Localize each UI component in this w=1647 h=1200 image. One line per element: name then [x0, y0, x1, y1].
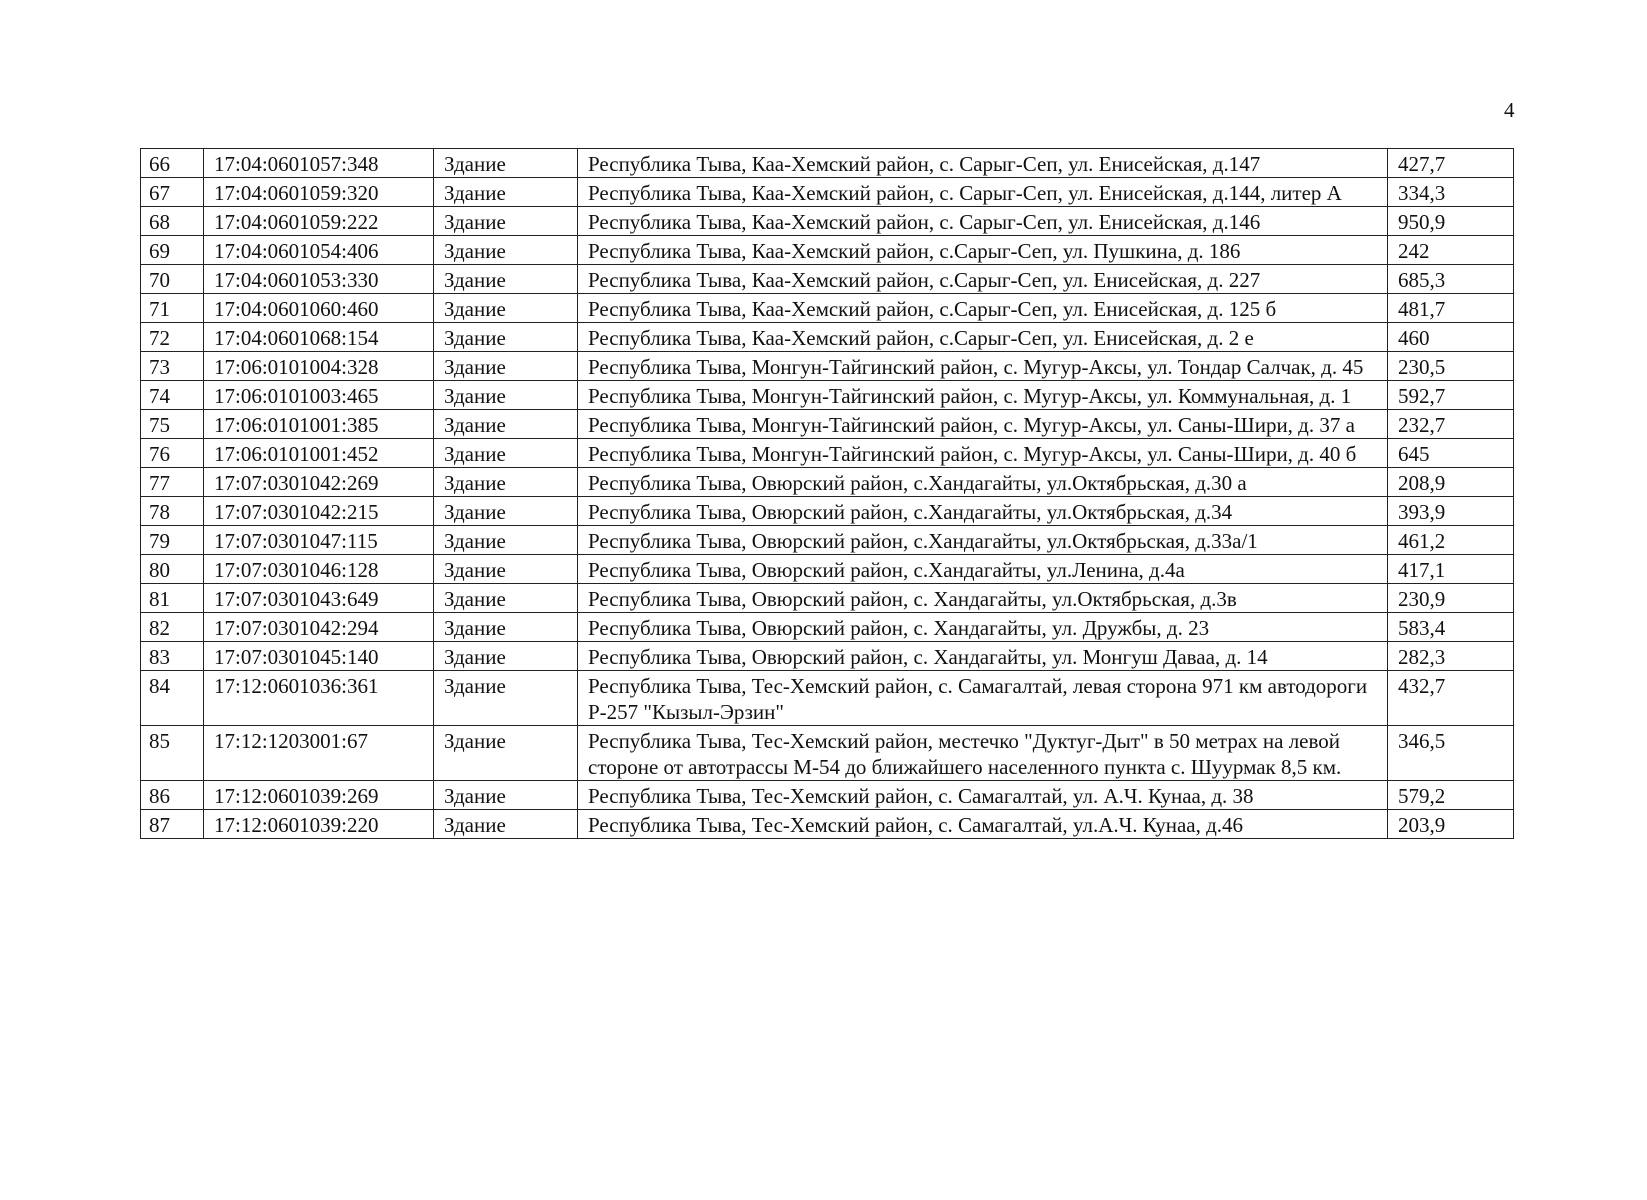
object-type-cell: Здание	[434, 526, 578, 555]
row-number-cell: 66	[141, 149, 204, 178]
cadastral-number-cell: 17:07:0301042:269	[204, 468, 434, 497]
cadastral-number-cell: 17:12:0601039:269	[204, 781, 434, 810]
address-cell: Республика Тыва, Монгун-Тайгинский район, с. Мугур-Аксы, ул. Тондар Салчак, д. 45	[578, 352, 1388, 381]
object-type-cell: Здание	[434, 323, 578, 352]
address-cell: Республика Тыва, Овюрский район, с.Хандагайты, ул.Ленина, д.4а	[578, 555, 1388, 584]
area-cell: 950,9	[1388, 207, 1514, 236]
table-row	[141, 207, 1514, 236]
object-type-cell: Здание	[434, 613, 578, 642]
address-cell: Республика Тыва, Каа-Хемский район, с. Сарыг-Сеп, ул. Енисейская, д.144, литер А	[578, 178, 1388, 207]
object-type-cell: Здание	[434, 726, 578, 781]
table-row	[141, 584, 1514, 613]
object-type-cell: Здание	[434, 381, 578, 410]
area-cell: 427,7	[1388, 149, 1514, 178]
address-cell: Республика Тыва, Монгун-Тайгинский район, с. Мугур-Аксы, ул. Коммунальная, д. 1	[578, 381, 1388, 410]
area-cell: 346,5	[1388, 726, 1514, 781]
area-cell: 417,1	[1388, 555, 1514, 584]
cadastral-number-cell: 17:04:0601054:406	[204, 236, 434, 265]
area-cell: 461,2	[1388, 526, 1514, 555]
row-number-cell: 85	[141, 726, 204, 781]
object-type-cell: Здание	[434, 178, 578, 207]
address-cell: Республика Тыва, Монгун-Тайгинский район, с. Мугур-Аксы, ул. Саны-Шири, д. 40 б	[578, 439, 1388, 468]
cadastral-number-cell: 17:04:0601059:222	[204, 207, 434, 236]
address-cell: Республика Тыва, Овюрский район, с. Хандагайты, ул. Монгуш Даваа, д. 14	[578, 642, 1388, 671]
address-cell: Республика Тыва, Каа-Хемский район, с.Сарыг-Сеп, ул. Енисейская, д. 125 б	[578, 294, 1388, 323]
table-row	[141, 555, 1514, 584]
object-type-cell: Здание	[434, 352, 578, 381]
table-row	[141, 265, 1514, 294]
row-number-cell: 67	[141, 178, 204, 207]
area-cell: 203,9	[1388, 810, 1514, 839]
cadastral-number-cell: 17:06:0101004:328	[204, 352, 434, 381]
row-number-cell: 81	[141, 584, 204, 613]
object-type-cell: Здание	[434, 207, 578, 236]
object-type-cell: Здание	[434, 584, 578, 613]
area-cell: 232,7	[1388, 410, 1514, 439]
cadastral-number-cell: 17:12:0601036:361	[204, 671, 434, 726]
area-cell: 645	[1388, 439, 1514, 468]
row-number-cell: 77	[141, 468, 204, 497]
object-type-cell: Здание	[434, 236, 578, 265]
area-cell: 393,9	[1388, 497, 1514, 526]
object-type-cell: Здание	[434, 497, 578, 526]
area-cell: 282,3	[1388, 642, 1514, 671]
row-number-cell: 76	[141, 439, 204, 468]
cadastral-number-cell: 17:04:0601060:460	[204, 294, 434, 323]
row-number-cell: 68	[141, 207, 204, 236]
object-type-cell: Здание	[434, 439, 578, 468]
address-cell: Республика Тыва, Овюрский район, с. Хандагайты, ул. Дружбы, д. 23	[578, 613, 1388, 642]
table-row	[141, 381, 1514, 410]
address-cell: Республика Тыва, Тес-Хемский район, местечко "Дуктуг-Дыт" в 50 метрах на левой стороне от автотрассы М-54 до ближайшего населенного пункта с. Шуурмак 8,5 км.	[578, 726, 1388, 781]
cadastral-number-cell: 17:04:0601068:154	[204, 323, 434, 352]
address-cell: Республика Тыва, Каа-Хемский район, с.Сарыг-Сеп, ул. Енисейская, д. 2 е	[578, 323, 1388, 352]
table-row	[141, 352, 1514, 381]
address-cell: Республика Тыва, Овюрский район, с.Хандагайты, ул.Октябрьская, д.34	[578, 497, 1388, 526]
table-row	[141, 149, 1514, 178]
table-row	[141, 781, 1514, 810]
row-number-cell: 70	[141, 265, 204, 294]
table-row	[141, 323, 1514, 352]
row-number-cell: 75	[141, 410, 204, 439]
object-type-cell: Здание	[434, 555, 578, 584]
cadastral-number-cell: 17:12:1203001:67	[204, 726, 434, 781]
address-cell: Республика Тыва, Овюрский район, с.Хандагайты, ул.Октябрьская, д.30 а	[578, 468, 1388, 497]
cadastral-number-cell: 17:06:0101003:465	[204, 381, 434, 410]
cadastral-number-cell: 17:12:0601039:220	[204, 810, 434, 839]
table-row	[141, 526, 1514, 555]
table-row	[141, 468, 1514, 497]
table-row	[141, 410, 1514, 439]
row-number-cell: 72	[141, 323, 204, 352]
page-number: 4	[1504, 98, 1515, 122]
area-cell: 592,7	[1388, 381, 1514, 410]
address-cell: Республика Тыва, Монгун-Тайгинский район, с. Мугур-Аксы, ул. Саны-Шири, д. 37 а	[578, 410, 1388, 439]
row-number-cell: 86	[141, 781, 204, 810]
address-cell: Республика Тыва, Каа-Хемский район, с.Сарыг-Сеп, ул. Енисейская, д. 227	[578, 265, 1388, 294]
cadastral-number-cell: 17:04:0601059:320	[204, 178, 434, 207]
registry-table-body	[141, 149, 1514, 839]
address-cell: Республика Тыва, Каа-Хемский район, с.Сарыг-Сеп, ул. Пушкина, д. 186	[578, 236, 1388, 265]
area-cell: 460	[1388, 323, 1514, 352]
area-cell: 432,7	[1388, 671, 1514, 726]
area-cell: 579,2	[1388, 781, 1514, 810]
row-number-cell: 87	[141, 810, 204, 839]
address-cell: Республика Тыва, Каа-Хемский район, с. Сарыг-Сеп, ул. Енисейская, д.146	[578, 207, 1388, 236]
cadastral-number-cell: 17:06:0101001:452	[204, 439, 434, 468]
area-cell: 481,7	[1388, 294, 1514, 323]
object-type-cell: Здание	[434, 149, 578, 178]
cadastral-number-cell: 17:04:0601053:330	[204, 265, 434, 294]
cadastral-number-cell: 17:07:0301047:115	[204, 526, 434, 555]
area-cell: 334,3	[1388, 178, 1514, 207]
table-row	[141, 236, 1514, 265]
object-type-cell: Здание	[434, 410, 578, 439]
row-number-cell: 78	[141, 497, 204, 526]
row-number-cell: 71	[141, 294, 204, 323]
object-type-cell: Здание	[434, 781, 578, 810]
address-cell: Республика Тыва, Тес-Хемский район, с. Самагалтай, ул. А.Ч. Кунаа, д. 38	[578, 781, 1388, 810]
table-row	[141, 810, 1514, 839]
row-number-cell: 84	[141, 671, 204, 726]
object-type-cell: Здание	[434, 642, 578, 671]
address-cell: Республика Тыва, Каа-Хемский район, с. Сарыг-Сеп, ул. Енисейская, д.147	[578, 149, 1388, 178]
address-cell: Республика Тыва, Тес-Хемский район, с. Самагалтай, ул.А.Ч. Кунаа, д.46	[578, 810, 1388, 839]
table-row	[141, 439, 1514, 468]
table-row	[141, 613, 1514, 642]
cadastral-number-cell: 17:04:0601057:348	[204, 149, 434, 178]
object-type-cell: Здание	[434, 671, 578, 726]
area-cell: 208,9	[1388, 468, 1514, 497]
address-cell: Республика Тыва, Овюрский район, с. Хандагайты, ул.Октябрьская, д.3в	[578, 584, 1388, 613]
area-cell: 583,4	[1388, 613, 1514, 642]
cadastral-number-cell: 17:07:0301043:649	[204, 584, 434, 613]
row-number-cell: 82	[141, 613, 204, 642]
property-registry-table	[140, 148, 1514, 839]
cadastral-number-cell: 17:07:0301042:294	[204, 613, 434, 642]
row-number-cell: 79	[141, 526, 204, 555]
area-cell: 230,9	[1388, 584, 1514, 613]
table-row	[141, 497, 1514, 526]
object-type-cell: Здание	[434, 265, 578, 294]
row-number-cell: 73	[141, 352, 204, 381]
row-number-cell: 69	[141, 236, 204, 265]
row-number-cell: 80	[141, 555, 204, 584]
table-row	[141, 671, 1514, 726]
row-number-cell: 83	[141, 642, 204, 671]
table-row	[141, 178, 1514, 207]
address-cell: Республика Тыва, Овюрский район, с.Хандагайты, ул.Октябрьская, д.33а/1	[578, 526, 1388, 555]
object-type-cell: Здание	[434, 468, 578, 497]
cadastral-number-cell: 17:07:0301045:140	[204, 642, 434, 671]
cadastral-number-cell: 17:07:0301042:215	[204, 497, 434, 526]
table-row	[141, 294, 1514, 323]
cadastral-number-cell: 17:07:0301046:128	[204, 555, 434, 584]
object-type-cell: Здание	[434, 294, 578, 323]
row-number-cell: 74	[141, 381, 204, 410]
table-row	[141, 642, 1514, 671]
area-cell: 685,3	[1388, 265, 1514, 294]
object-type-cell: Здание	[434, 810, 578, 839]
area-cell: 242	[1388, 236, 1514, 265]
area-cell: 230,5	[1388, 352, 1514, 381]
table-row	[141, 726, 1514, 781]
address-cell: Республика Тыва, Тес-Хемский район, с. Самагалтай, левая сторона 971 км автодороги Р-257 "Кызыл-Эрзин"	[578, 671, 1388, 726]
cadastral-number-cell: 17:06:0101001:385	[204, 410, 434, 439]
